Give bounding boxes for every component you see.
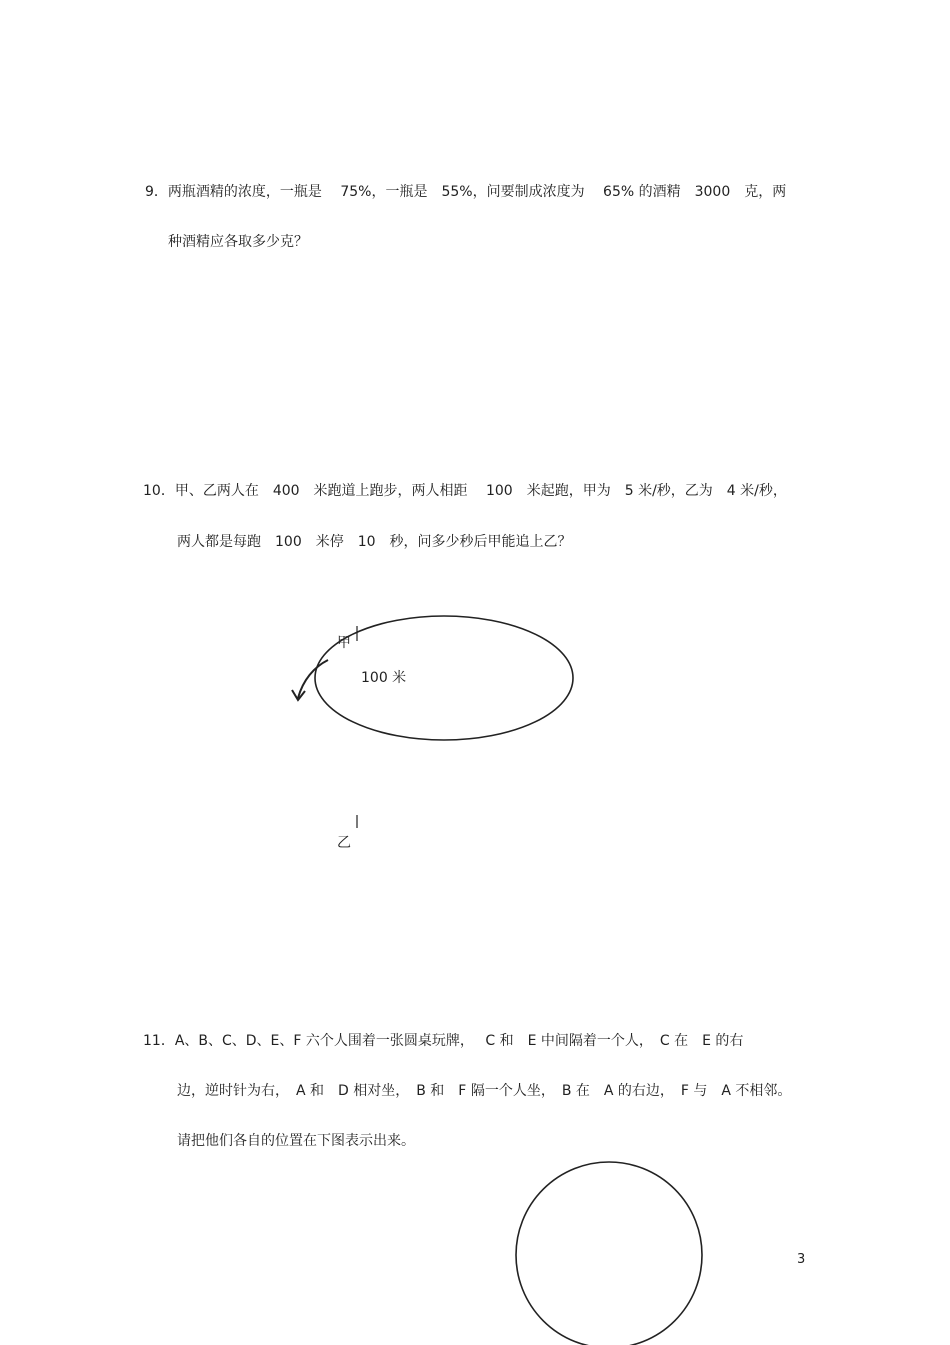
jia-label: 甲 bbox=[337, 635, 351, 651]
round-table-circle bbox=[516, 1162, 702, 1345]
distance-label: 100 米 bbox=[361, 670, 407, 686]
direction-arrow bbox=[298, 660, 328, 698]
q11-line-1: 11．A、B、C、D、E、F 六个人围着一张圆桌玩牌， C 和 E 中间隔着一个人， C 在 E 的右 bbox=[143, 1033, 744, 1049]
q10-line-1: 10．甲、乙两人在 400 米跑道上跑步，两人相距 100 米起跑，甲为 5 米/秒，乙为 4 米/秒， bbox=[143, 483, 787, 499]
q11-line-2: 边，逆时针为右， A 和 D 相对坐， B 和 F 隔一个人坐， B 在 A 的右边， F 与 A 不相邻。 bbox=[177, 1083, 792, 1099]
q10-line-2: 两人都是每跑 100 米停 10 秒，问多少秒后甲能追上乙？ bbox=[177, 534, 572, 550]
q9-line-2: 种酒精应各取多少克？ bbox=[168, 234, 308, 250]
q11-line-3: 请把他们各自的位置在下图表示出来。 bbox=[177, 1133, 415, 1149]
yi-label: 乙 bbox=[337, 835, 351, 851]
track-ellipse bbox=[315, 616, 573, 740]
page-number: 3 bbox=[797, 1252, 806, 1267]
q9-line-1: 9．两瓶酒精的浓度，一瓶是 75%，一瓶是 55%，问要制成浓度为 65% 的酒精 3000 克，两 bbox=[145, 184, 787, 200]
